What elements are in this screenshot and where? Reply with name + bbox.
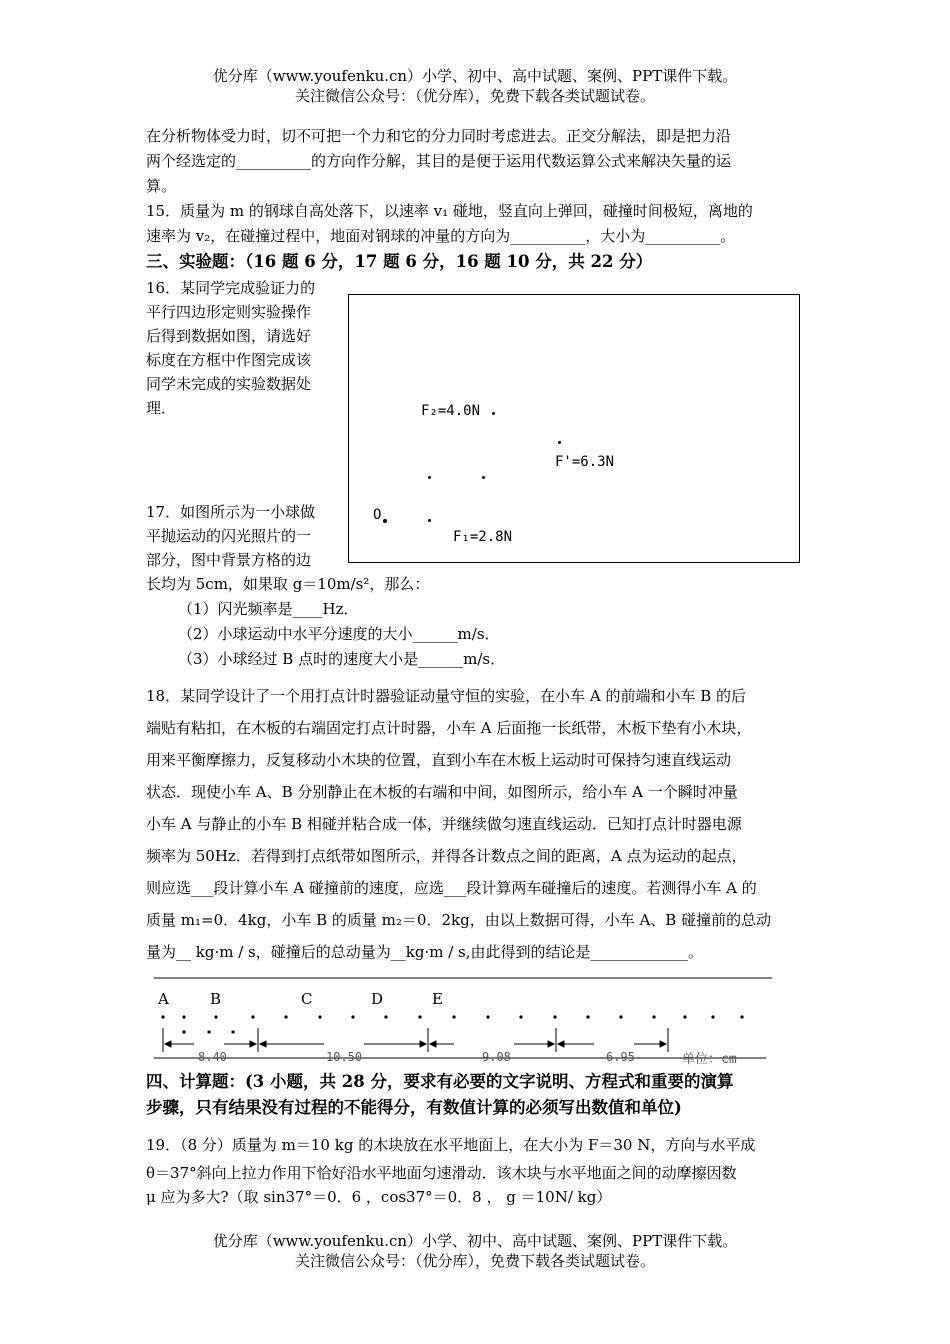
tape-label-b: B	[210, 990, 222, 1008]
q18-line-1: 18．某同学设计了一个用打点计时器验证动量守恒的实验，在小车 A 的前端和小车 B 的后	[146, 687, 747, 705]
q17-line-2: 平抛运动的闪光照片的一	[146, 527, 312, 545]
tape-label-e: E	[432, 990, 443, 1008]
q17-line-4: 长均为 5cm，如果取 g＝10m/s²，那么：	[146, 575, 430, 593]
q18-line-2: 端贴有粘扣，在木板的右端固定打点计时器，小车 A 后面拖一长纸带，木板下垫有小木块，	[146, 719, 752, 737]
origin-point	[383, 519, 387, 523]
page-header-line1: 优分库（www.youfenku.cn）小学、初中、高中试题、案例、PPT课件下载。	[212, 67, 738, 85]
q18-line-7: 则应选___段计算小车 A 碰撞前的速度，应选___段计算两车碰撞后的速度。若测得小车 A 的	[146, 879, 757, 897]
intro-line-3: 算。	[146, 177, 177, 195]
q16-line-2: 平行四边形定则实验操作	[146, 303, 312, 321]
f1-label: F₁=2.8N	[453, 529, 513, 545]
q18-line-5: 小车 A 与静止的小车 B 相碰并粘合成一体，并继续做匀速直线运动．已知打点计时器电源	[146, 815, 742, 833]
q17-line-1: 17．如图所示为一小球做	[146, 503, 316, 521]
q18-line-6: 频率为 50Hz．若得到打点纸带如图所示，并得各计数点之间的距离，A 点为运动的起点，	[146, 847, 747, 865]
q15-line-1: 15．质量为 m 的钢球自高处落下，以速率 v₁ 碰地，竖直向上弹回，碰撞时间极短，离地的	[146, 202, 753, 220]
grid-point-3	[428, 519, 431, 522]
force-diagram-box	[348, 294, 800, 563]
q18-line-4: 状态．现使小车 A、B 分别静止在木板的右端和中间，如图所示，给小车 A 一个瞬时冲量	[146, 783, 738, 801]
f2-label: F₂=4.0N	[421, 403, 481, 419]
page-footer-line1: 优分库（www.youfenku.cn）小学、初中、高中试题、案例、PPT课件下载。	[212, 1232, 738, 1250]
q19-line-3: μ 应为多大?（取 sin37°＝0．6 ，cos37°＝0．8 ， g ＝10N/ kg）	[146, 1188, 612, 1206]
paper-tape-drawing	[154, 970, 774, 1065]
q18-line-3: 用来平衡摩擦力，反复移动小木块的位置，直到小车在木板上运动时可保持匀速直线运动	[146, 751, 732, 769]
q16-line-5: 同学未完成的实验数据处	[146, 375, 312, 393]
q15-line-2: 速率为 v₂，在碰撞过程中，地面对钢球的冲量的方向为__________，大小为__________。	[146, 227, 736, 245]
section3-heading: 三、实验题：（16 题 6 分，17 题 6 分，16 题 10 分，共 22 分）	[146, 252, 653, 271]
section4-heading-1: 四、计算题：(3 小题，共 28 分，要求有必要的文字说明、方程式和重要的演算	[146, 1072, 734, 1091]
tape-label-c: C	[301, 990, 313, 1008]
q17-sub-3: （3）小球经过 B 点时的速度大小是______m/s．	[178, 650, 506, 668]
q19-line-1: 19．（8 分）质量为 m＝10 kg 的木块放在水平地面上，在大小为 F＝30 N，方向与水平成	[146, 1136, 756, 1154]
tape-distance-3: 9.08	[482, 1050, 511, 1064]
q16-line-3: 后得到数据如图，请选好	[146, 327, 312, 345]
fprime-point	[558, 441, 561, 444]
tape-unit: 单位：cm	[682, 1052, 737, 1067]
grid-point-2	[482, 476, 485, 479]
tape-label-d: D	[371, 990, 384, 1008]
q17-sub-1: （1）闪光频率是____Hz．	[178, 600, 359, 618]
grid-point-1	[428, 476, 431, 479]
tape-distance-4: 6.95	[606, 1050, 635, 1064]
q16-line-1: 16．某同学完成验证力的	[146, 279, 316, 297]
page-header-line2: 关注微信公众号：（优分库），免费下载各类试题试卷。	[294, 87, 655, 105]
q18-line-8: 质量 m₁=0．4kg，小车 B 的质量 m₂＝0．2kg，由以上数据可得，小车 A、B 碰撞前的总动	[146, 911, 772, 929]
q19-line-2: θ＝37°斜向上拉力作用下恰好沿水平地面匀速滑动．该木块与水平地面之间的动摩擦因数	[146, 1164, 737, 1182]
intro-line-2: 两个经选定的__________的方向作分解，其目的是便于运用代数运算公式来解决矢量的运	[146, 152, 732, 170]
q16-text	[146, 276, 336, 420]
paper-tape-figure	[154, 970, 774, 1065]
q17-line-3: 部分，图中背景方格的边	[146, 551, 312, 569]
q17-sub-2: （2）小球运动中水平分速度的大小______m/s．	[178, 625, 500, 643]
f2-point	[492, 412, 495, 415]
tape-label-a: A	[158, 990, 169, 1008]
q18-line-9: 量为__ kg·m / s，碰撞后的总动量为__kg·m / s,由此得到的结论是_____________。	[146, 943, 703, 961]
q16-line-4: 标度在方框中作图完成该	[146, 351, 312, 369]
origin-label: O	[373, 507, 382, 523]
q16-line-6: 理．	[146, 399, 177, 417]
q17-text	[146, 500, 336, 572]
fprime-label: F'=6.3N	[555, 454, 615, 470]
page-footer-line2: 关注微信公众号：（优分库），免费下载各类试题试卷。	[294, 1252, 655, 1270]
intro-line-1: 在分析物体受力时，切不可把一个力和它的分力同时考虑进去。正交分解法，即是把力沿	[146, 127, 732, 145]
tape-distance-1: 8.40	[198, 1050, 227, 1064]
tape-distance-2: 10.50	[326, 1050, 363, 1064]
section4-heading-2: 步骤，只有结果没有过程的不能得分，有数值计算的必须写出数值和单位)	[146, 1098, 682, 1117]
